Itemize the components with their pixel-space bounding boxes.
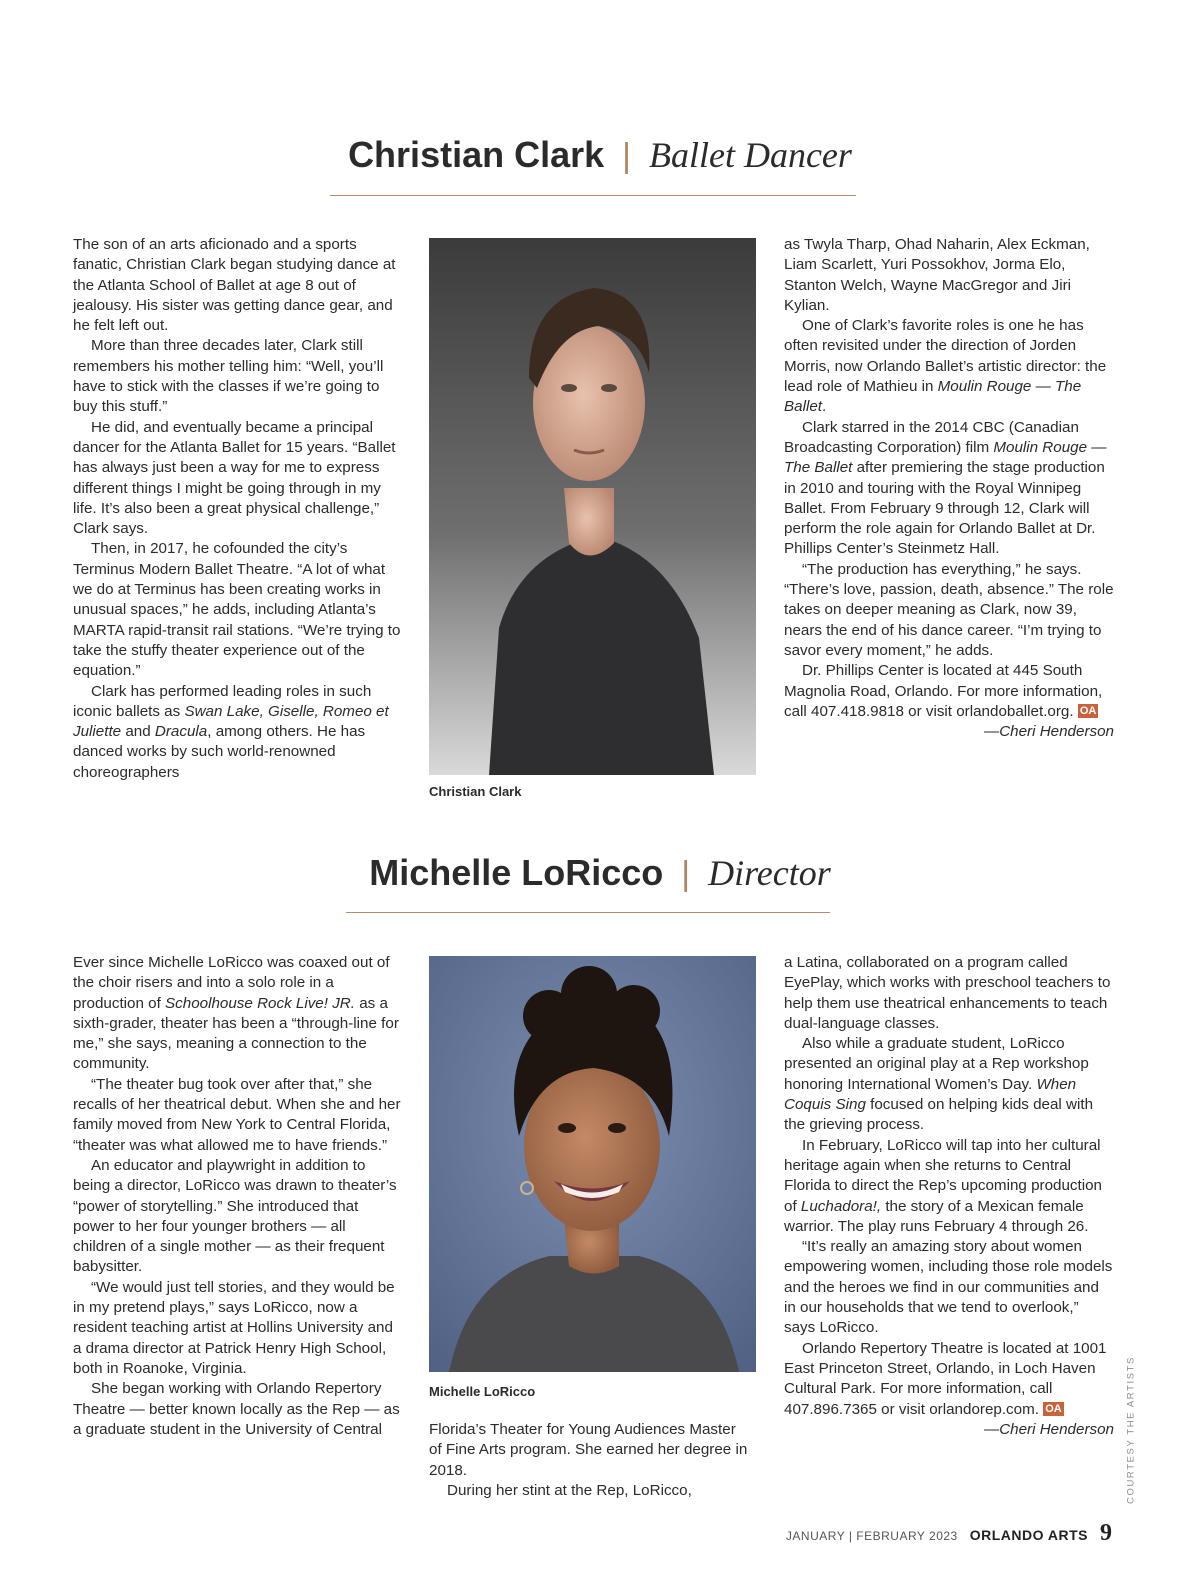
paragraph: During her stint at the Rep, LoRicco,	[447, 1481, 692, 1499]
article-1-column-3	[784, 235, 1114, 742]
headline-michelle-loricco	[0, 852, 1200, 894]
article-2-role: Director	[708, 853, 831, 893]
production-title: Moulin Rouge — The Ballet	[784, 378, 1082, 416]
article-1-column-1	[73, 235, 403, 783]
issue-date: JANUARY | FEBRUARY 2023	[785, 1529, 958, 1543]
paragraph: An educator and playwright in addition to being a director, LoRicco was drawn to theater’s “power of storytelling.” She introduced that power to her four younger brothers — all children of a single mother — as their frequent babysitter.	[73, 1156, 397, 1276]
paragraph: More than three decades later, Clark still remembers his mother telling him: “Well, you’ll have to stick with the classes if we’re going to buy this stuff.”	[73, 337, 384, 416]
michelle-loricco-photo	[429, 956, 756, 1372]
paragraph: a Latina, collaborated on a program called EyePlay, which works with preschool teachers to help them use theatrical enhancements to teach dual-language classes.	[784, 954, 1111, 1032]
paragraph: “The theater bug took over after that,” she recalls of her theatrical debut. When she and her family moved from New York to Central Florida, “theater was what allowed me to have friends.”	[73, 1075, 401, 1154]
paragraph: In February, LoRicco will tap into her cultural heritage again when she returns to Central Florida to direct the Rep’s upcoming production of Luchadora!, the story of a Mexican female warrior. The play runs February 4 through 26.	[784, 1136, 1102, 1235]
paragraph: Then, in 2017, he cofounded the city’s Terminus Modern Ballet Theatre. “A lot of what we do at Terminus has been creating works in unusual spaces,” he adds, including Atlanta’s MARTA rapid-transit rail stations. “We’re trying to take the stuffy theater experience out of the equation.”	[73, 540, 401, 680]
page-footer	[786, 1520, 1112, 1547]
article-2-column-2	[429, 1420, 749, 1501]
page-number: 9	[1100, 1520, 1112, 1546]
paragraph: The son of an arts aficionado and a sports fanatic, Christian Clark began studying dance at the Atlanta School of Ballet at age 8 out of jealousy. His sister was getting dance gear, and he felt left out.	[73, 236, 396, 335]
end-mark-logo: OA	[1079, 704, 1097, 717]
paragraph: Also while a graduate student, LoRicco presented an original play at a Rep workshop honoring International Women’s Day. When Coquis Sing focused on helping kids deal with the grieving process.	[784, 1035, 1094, 1134]
christian-clark-photo	[429, 238, 756, 775]
film-title: Moulin Rouge — The Ballet	[784, 438, 1107, 477]
author-signature: —Cheri Henderson	[984, 1420, 1114, 1438]
paragraph: One of Clark’s favorite roles is one he has often revisited under the direction of Jorden Morris, now Orlando Ballet’s artistic director: the lead role of Mathieu in Moulin Rouge — The Ballet.	[784, 317, 1107, 416]
paragraph: as Twyla Tharp, Ohad Naharin, Alex Eckman, Liam Scarlett, Yuri Possokhov, Jorma Elo, Stanton Welch, Wayne MacGregor and Jiri Kylian.	[784, 236, 1090, 314]
production-title: Schoolhouse Rock Live! JR.	[165, 994, 355, 1012]
paragraph: Clark has performed leading roles in such iconic ballets as Swan Lake, Giselle, Romeo et Juliette and Dracula, among others. He has danced works by such world-renowned choreographers	[73, 682, 389, 781]
end-mark-logo: OA	[1045, 1402, 1062, 1415]
headline-christian-clark	[0, 134, 1200, 176]
article-1-role: Ballet Dancer	[648, 135, 852, 175]
article-1-name: Christian Clark	[348, 134, 605, 175]
ballet-titles: Swan Lake, Giselle, Romeo et Juliette	[73, 702, 389, 741]
paragraph: Florida’s Theater for Young Audiences Master of Fine Arts program. She earned her degree in 2018.	[429, 1421, 748, 1479]
photo-caption: Christian Clark	[429, 784, 522, 799]
headline-separator: |	[622, 137, 631, 175]
paragraph: Clark starred in the 2014 CBC (Canadian Broadcasting Corporation) film Moulin Rouge — The Ballet after premiering the stage production in 2010 and touring with the Royal Winnipeg Ballet. From February 9 through 12, Clark will perform the role again for Orlando Ballet at Dr. Phillips Center’s Steinmetz Hall.	[784, 418, 1107, 558]
author-signature: —Cheri Henderson	[984, 723, 1114, 741]
production-title: Luchadora!,	[800, 1197, 882, 1215]
article-2-name: Michelle LoRicco	[369, 852, 664, 893]
headline-rule	[346, 912, 830, 913]
ballet-title: Dracula	[154, 723, 208, 741]
paragraph: “We would just tell stories, and they would be in my pretend plays,” says LoRicco, now a resident teaching artist at Hollins University and a drama director at Patrick Henry High School, both in Roanoke, Virginia.	[73, 1278, 395, 1377]
paragraph: She began working with Orlando Repertory Theatre — better known locally as the Rep — as a graduate student in the University of Central	[73, 1380, 400, 1438]
photo-credit: COURTESY THE ARTISTS	[1125, 1356, 1137, 1504]
headline-separator: |	[681, 855, 691, 893]
play-title: When Coquis Sing	[784, 1075, 1077, 1114]
paragraph: “It’s really an amazing story about women empowering women, including those role models and the heroes we find in our communities and in our households that we tend to overlook,” says LoRicco.	[784, 1238, 1113, 1337]
article-2-column-1	[73, 953, 403, 1440]
paragraph: Ever since Michelle LoRicco was coaxed out of the choir risers and into a solo role in a production of Schoolhouse Rock Live! JR. as a sixth-grader, theater has been a “through-line for me,” she says, meaning a connection to the community.	[73, 954, 399, 1073]
magazine-name: ORLANDO ARTS	[969, 1527, 1088, 1543]
photo-caption: Michelle LoRicco	[429, 1384, 536, 1399]
paragraph: Dr. Phillips Center is located at 445 South Magnolia Road, Orlando. For more information, call 407.418.9818 or visit orlandoballet.org. OA	[784, 662, 1103, 720]
paragraph: “The production has everything,” he says. “There’s love, passion, death, absence.” The role takes on deeper meaning as Clark, now 39, nears the end of his dance career. “I’m trying to savor every moment,” he adds.	[784, 560, 1114, 659]
headline-rule	[330, 195, 856, 196]
article-2-column-3	[784, 953, 1114, 1440]
paragraph: He did, and eventually became a principal dancer for the Atlanta Ballet for 15 years. “Ballet has always just been a way for me to express different things I might be going through in my life. It’s also been a great physical challenge,” Clark says.	[73, 418, 396, 538]
paragraph: Orlando Repertory Theatre is located at 1001 East Princeton Street, Orlando, in Loch Haven Cultural Park. For more information, call 407.896.7365 or visit orlandorep.com. OA	[784, 1339, 1107, 1418]
